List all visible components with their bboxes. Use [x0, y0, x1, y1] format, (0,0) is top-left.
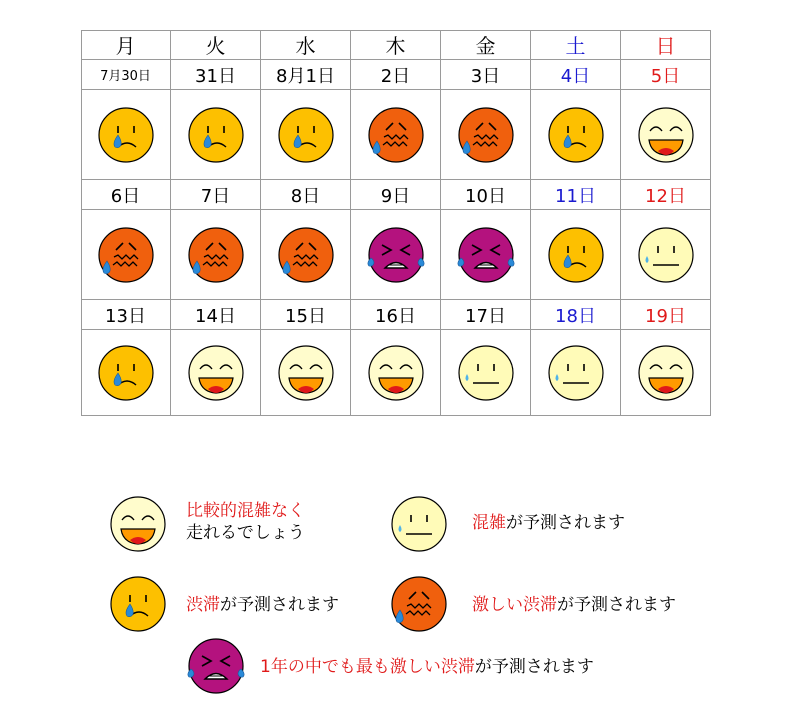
date-label: 4日: [560, 65, 591, 87]
legend-heavy-highlight: 激しい渋滞: [472, 595, 557, 615]
legend-heavy-face-icon: [389, 574, 449, 634]
legend-jam-text: [186, 594, 339, 616]
laughing-face-icon: [276, 343, 336, 403]
date-label: 12日: [645, 185, 686, 207]
legend-calm-text: [186, 500, 305, 544]
legend-worst-rest: が予測されます: [474, 657, 594, 677]
date-label: 3日: [470, 65, 501, 87]
date-cell: [261, 60, 351, 90]
weekday-label: 火: [205, 34, 226, 58]
date-label: 5日: [650, 65, 681, 87]
date-cell: [531, 60, 621, 90]
date-cell: [621, 60, 711, 90]
forecast-cell: [81, 330, 171, 416]
weekday-header-cell: [171, 30, 261, 60]
date-cell: [441, 300, 531, 330]
weekday-label: 土: [565, 34, 586, 58]
forecast-cell: [621, 90, 711, 180]
legend-jam-rest: が予測されます: [220, 595, 339, 615]
date-label: 31日: [195, 65, 236, 87]
weekday-label: 水: [295, 34, 316, 58]
traffic-forecast-calendar: [81, 30, 711, 416]
forecast-cell: [531, 90, 621, 180]
date-cell: [171, 300, 261, 330]
date-label: 9日: [380, 185, 411, 207]
anguished-face-icon: [96, 225, 156, 285]
crying-face-icon: [96, 105, 156, 165]
date-cell: [621, 300, 711, 330]
date-label: 7日: [200, 185, 231, 207]
legend-jam-face-icon: [108, 574, 168, 634]
weekday-label: 月: [115, 34, 136, 58]
laughing-face-icon: [186, 343, 246, 403]
forecast-cell: [81, 210, 171, 300]
weekday-header-cell: [441, 30, 531, 60]
weekday-header-cell: [261, 30, 351, 60]
date-cell: [261, 180, 351, 210]
date-cell: [81, 300, 171, 330]
forecast-cell: [441, 90, 531, 180]
weekday-label: 日: [655, 34, 676, 58]
laughing-face-icon: [366, 343, 426, 403]
neutral-face-icon: [636, 225, 696, 285]
forecast-cell: [81, 90, 171, 180]
legend-moderate-rest: が予測されます: [506, 513, 625, 533]
tears-face-icon: [366, 225, 426, 285]
forecast-cell: [261, 330, 351, 416]
forecast-cell: [351, 330, 441, 416]
neutral-face-icon: [456, 343, 516, 403]
date-label: 7月30日: [100, 69, 151, 84]
tears-face-icon: [456, 225, 516, 285]
forecast-cell: [171, 90, 261, 180]
forecast-cell: [171, 330, 261, 416]
forecast-cell: [261, 90, 351, 180]
anguished-face-icon: [276, 225, 336, 285]
date-label: 11日: [555, 185, 596, 207]
forecast-cell: [171, 210, 261, 300]
date-cell: [171, 180, 261, 210]
anguished-face-icon: [456, 105, 516, 165]
anguished-face-icon: [366, 105, 426, 165]
date-label: 10日: [465, 185, 506, 207]
crying-face-icon: [276, 105, 336, 165]
date-label: 6日: [110, 185, 141, 207]
date-cell: [261, 300, 351, 330]
forecast-cell: [441, 330, 531, 416]
forecast-cell: [261, 210, 351, 300]
forecast-cell: [441, 210, 531, 300]
legend-heavy-text: [472, 594, 676, 616]
date-cell: [531, 180, 621, 210]
crying-face-icon: [546, 225, 606, 285]
legend-moderate-face-icon: [389, 494, 449, 554]
weekday-label: 木: [385, 34, 406, 58]
date-label: 8月1日: [276, 65, 335, 87]
laughing-face-icon: [636, 343, 696, 403]
date-label: 8日: [290, 185, 321, 207]
date-cell: [621, 180, 711, 210]
date-label: 19日: [645, 305, 686, 327]
date-cell: [351, 180, 441, 210]
legend-calm-highlight: 比較的混雑なく: [186, 501, 305, 521]
date-cell: [441, 60, 531, 90]
date-label: 15日: [285, 305, 326, 327]
date-cell: [81, 60, 171, 90]
date-label: 18日: [555, 305, 596, 327]
weekday-header-cell: [81, 30, 171, 60]
neutral-face-icon: [546, 343, 606, 403]
forecast-cell: [621, 330, 711, 416]
date-cell: [351, 300, 441, 330]
legend-worst-highlight: 1年の中でも最も激しい渋滞: [260, 657, 475, 677]
date-cell: [81, 180, 171, 210]
legend-worst-face-icon: [186, 636, 246, 696]
crying-face-icon: [546, 105, 606, 165]
date-label: 2日: [380, 65, 411, 87]
weekday-label: 金: [475, 34, 496, 58]
date-cell: [171, 60, 261, 90]
forecast-cell: [351, 210, 441, 300]
weekday-header-cell: [621, 30, 711, 60]
forecast-cell: [351, 90, 441, 180]
date-cell: [531, 300, 621, 330]
date-cell: [441, 180, 531, 210]
laughing-face-icon: [636, 105, 696, 165]
date-cell: [351, 60, 441, 90]
forecast-cell: [621, 210, 711, 300]
forecast-cell: [531, 330, 621, 416]
legend-jam-highlight: 渋滞: [186, 595, 220, 615]
legend-calm-rest: 走れるでしょう: [186, 523, 305, 543]
date-label: 13日: [105, 305, 146, 327]
weekday-header-cell: [531, 30, 621, 60]
legend-calm-face-icon: [108, 494, 168, 554]
legend-moderate-text: [472, 512, 625, 534]
crying-face-icon: [96, 343, 156, 403]
anguished-face-icon: [186, 225, 246, 285]
weekday-header-cell: [351, 30, 441, 60]
legend-worst-text: [260, 656, 594, 678]
date-label: 14日: [195, 305, 236, 327]
legend-heavy-rest: が予測されます: [557, 595, 676, 615]
crying-face-icon: [186, 105, 246, 165]
date-label: 17日: [465, 305, 506, 327]
date-label: 16日: [375, 305, 416, 327]
legend-moderate-highlight: 混雑: [472, 513, 506, 533]
forecast-cell: [531, 210, 621, 300]
